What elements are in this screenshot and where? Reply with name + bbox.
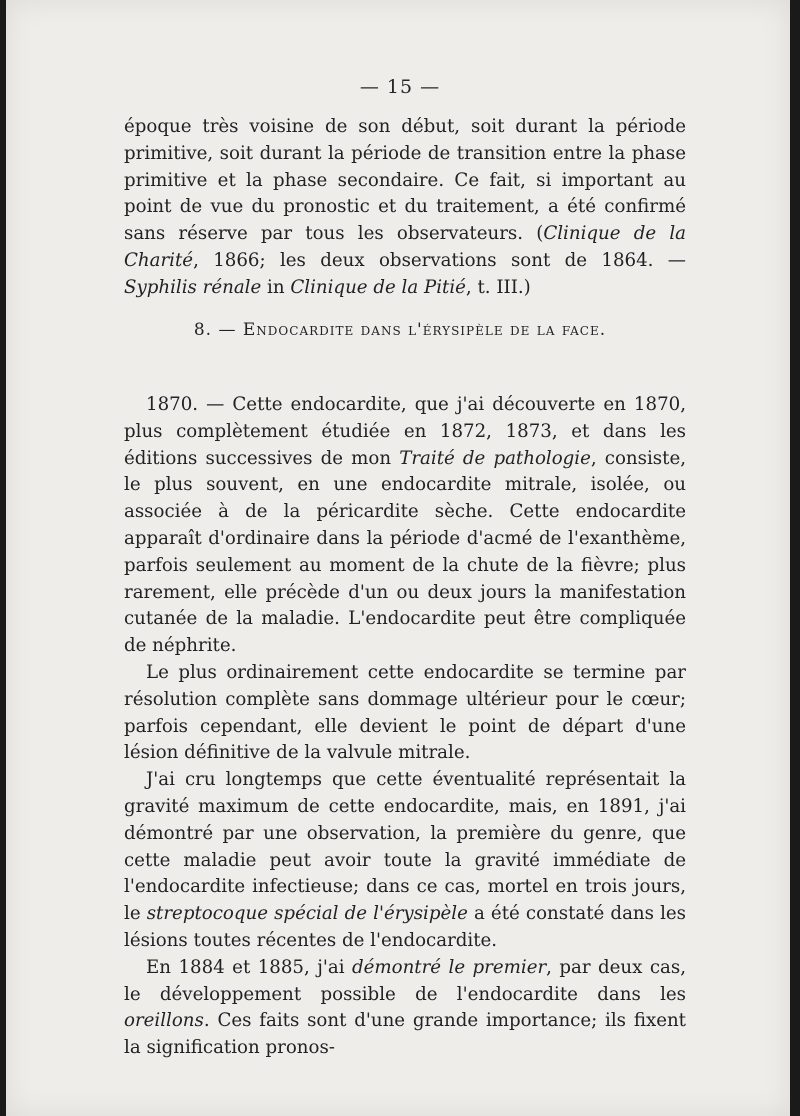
italic-title: Clinique de la Pitié bbox=[290, 276, 466, 298]
paragraph-1870 bbox=[124, 392, 686, 660]
italic-title: Traité de pathologie bbox=[399, 447, 591, 469]
italic-term: oreillons bbox=[124, 1010, 204, 1032]
text-run: J'ai cru longtemps que cette éventualité représentait la gravité maximum de cette endocardite, mais, en 1891, j'ai démontré par une observation, la première du genre, que cette maladie peut avoir toute la gravité immédiate de l'endocardite infectieuse; dans ce cas, mortel en trois jours, le bbox=[124, 769, 686, 925]
section-title: Endocardite dans l'érysipèle de la face. bbox=[242, 320, 607, 340]
paragraph-resolution: Le plus ordinairement cette endocardite se termine par résolution complète sans dommage ultérieur pour le cœur; parfois cependant, elle devient le point de départ d'une lésion définitive de la valvule mitrale. bbox=[124, 661, 686, 764]
page-edge bbox=[790, 0, 800, 1116]
italic-term: streptocoque spécial de l'érysipèle bbox=[146, 903, 468, 925]
text-run: , consiste, le plus souvent, en une endocardite mitrale, isolée, ou associée à de la péricardite sèche. Cette endocardite apparaît d'ordinaire dans la période d'acmé de l'exanthème, parfois seulement au moment de la chute de la fièvre; plus rarement, elle précède d'un ou deux jours la manifestation cutanée de la maladie. L'endocardite peut être compliquée de néphrite. bbox=[124, 447, 686, 657]
text-run: En 1884 et 1885, j'ai bbox=[146, 956, 352, 978]
paragraph-1884 bbox=[124, 955, 686, 1062]
section-number: 8. — bbox=[193, 320, 237, 340]
italic-title: Syphilis rénale bbox=[124, 276, 262, 298]
text-block-main bbox=[124, 392, 686, 1062]
italic-title: Clinique de la Charité bbox=[124, 223, 686, 271]
paragraph-gravite bbox=[124, 767, 686, 955]
text-run: , 1866; les deux observations sont de 1864. — bbox=[193, 249, 686, 271]
text-run: époque très voisine de son début, soit durant la période primitive, soit durant la période de transition entre la phase primitive et la phase secondaire. Ce fait, si important au point de vue du pronostic et du traitement, a été confirmé sans réserve par tous les observateurs. ( bbox=[124, 116, 686, 245]
text-block-opening bbox=[124, 114, 686, 302]
text-run: 1870. — Cette endocardite, que j'ai découverte en 1870, plus complètement étudiée en 1872, 1873, et dans les éditions successives de mon bbox=[124, 394, 686, 469]
text-run: a été constaté dans les lésions toutes récentes de l'endocardite. bbox=[124, 903, 686, 951]
italic-term: démontré le premier bbox=[351, 956, 547, 978]
text-run: , par deux cas, le développement possible de l'endocardite dans les bbox=[124, 956, 686, 1005]
text-run: in bbox=[261, 276, 291, 298]
paragraph-opening bbox=[124, 114, 686, 302]
section-heading bbox=[0, 320, 800, 340]
page-number: — 15 — bbox=[359, 76, 441, 98]
text-run: , t. III.) bbox=[465, 276, 531, 298]
text-run: . Ces faits sont d'une grande importance; ils fixent la signification pronos- bbox=[124, 1010, 686, 1059]
